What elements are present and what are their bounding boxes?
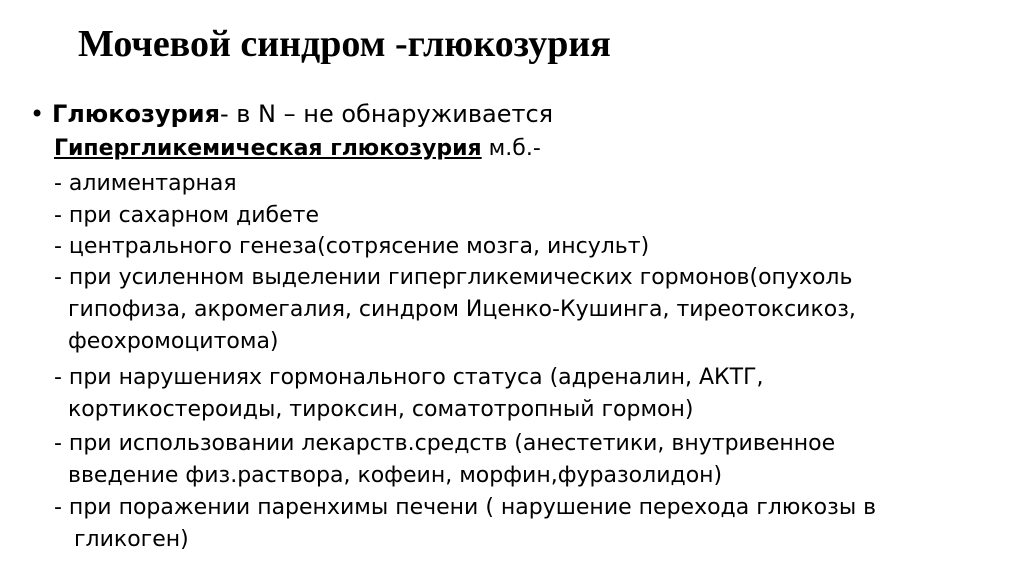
slide-title: Мочевой синдром -глюкозурия <box>78 23 611 65</box>
list-item: - при поражении паренхимы печени ( нарушение перехода глюкозы в <box>54 495 877 520</box>
list-item-continuation: введение физ.раствора, кофеин, морфин,фуразолидон) <box>68 463 723 488</box>
list-item: - при использовании лекарств.средств (анестетики, внутривенное <box>54 431 836 456</box>
sub-heading-line <box>54 136 541 161</box>
list-item: - центрального генеза(сотрясение мозга, инсульт) <box>54 234 650 259</box>
list-item-continuation: гипофиза, акромегалия, синдром Иценко-Кушинга, тиреотоксикоз, <box>68 297 856 322</box>
list-item-continuation: гликоген) <box>74 527 189 552</box>
list-item: - при нарушениях гормонального статуса (адреналин, АКТГ, <box>54 365 764 390</box>
sub-heading-suffix: м.б.- <box>481 136 541 161</box>
sub-heading: Гипергликемическая глюкозурия <box>54 136 482 161</box>
list-item: - при сахарном дибете <box>54 203 320 228</box>
list-item: - алиментарная <box>54 171 237 196</box>
list-item-continuation: феохромоцитома) <box>68 329 279 354</box>
main-term: Глюкозурия <box>52 100 220 128</box>
main-rest: - в N – не обнаруживается <box>219 100 554 128</box>
list-item-continuation: кортикостероиды, тироксин, соматотропный гормон) <box>68 397 694 422</box>
bullet-icon: • <box>30 100 45 128</box>
main-line <box>52 100 553 128</box>
list-item: - при усиленном выделении гипергликемических гормонов(опухоль <box>54 265 853 290</box>
